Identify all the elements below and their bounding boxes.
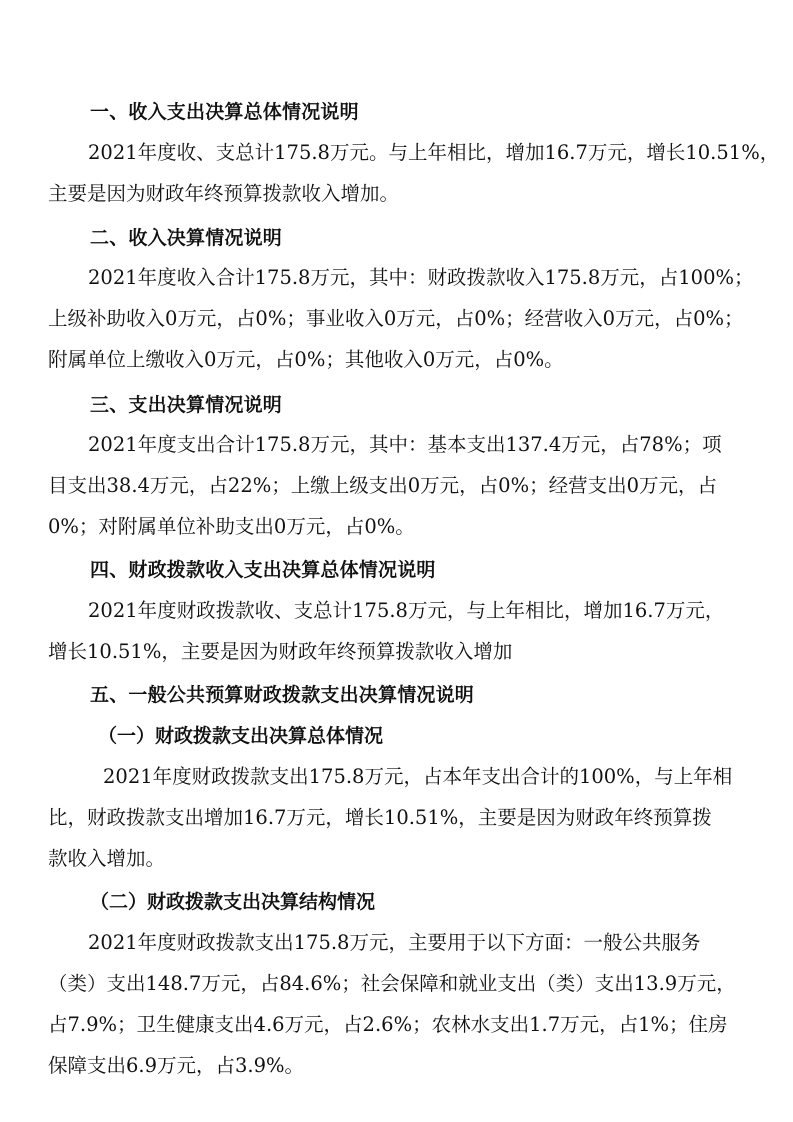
section-heading-4: 四、财政拨款收入支出决算总体情况说明 bbox=[90, 559, 436, 581]
paragraph-line: （类）支出148.7万元，占84.6%；社会保障和就业支出（类）支出13.9万元， bbox=[48, 972, 736, 995]
section-heading-5: 五、一般公共预算财政拨款支出决算情况说明 bbox=[90, 684, 475, 706]
paragraph-line: 2021年度财政拨款支出175.8万元，主要用于以下方面：一般公共服务 bbox=[88, 931, 701, 954]
paragraph-line: 比，财政拨款支出增加16.7万元，增长10.51%，主要是因为财政年终预算拨 bbox=[48, 806, 712, 829]
paragraph-line: 主要是因为财政年终预算拨款收入增加。 bbox=[48, 182, 400, 205]
paragraph-line: 附属单位上缴收入0万元，占0%；其他收入0万元，占0%。 bbox=[48, 348, 564, 371]
subsection-heading-2: （二）财政拨款支出决算结构情况 bbox=[90, 891, 376, 913]
paragraph-line: 款收入增加。 bbox=[48, 847, 166, 870]
paragraph-line: 2021年度支出合计175.8万元，其中：基本支出137.4万元，占78%；项 bbox=[88, 433, 722, 456]
section-paragraph-3 bbox=[48, 424, 748, 547]
section-heading-2: 二、收入决算情况说明 bbox=[90, 227, 283, 249]
paragraph-line: 2021年度收、支总计175.8万元。与上年相比，增加16.7万元，增长10.51%， bbox=[88, 141, 780, 164]
paragraph-line: 增长10.51%，主要是因为财政年终预算拨款收入增加 bbox=[48, 640, 513, 663]
subsection-paragraph-2 bbox=[48, 922, 748, 1086]
paragraph-line: 上级补助收入0万元，占0%；事业收入0万元，占0%；经营收入0万元，占0%； bbox=[48, 307, 744, 330]
subsection-paragraph-1 bbox=[48, 756, 748, 879]
section-heading-3: 三、支出决算情况说明 bbox=[90, 394, 283, 416]
paragraph-line: 目支出38.4万元，占22%；上缴上级支出0万元，占0%；经营支出0万元，占 bbox=[48, 474, 718, 497]
paragraph-line: 保障支出6.9万元，占3.9%。 bbox=[48, 1054, 305, 1077]
section-heading-1: 一、收入支出决算总体情况说明 bbox=[90, 101, 359, 123]
paragraph-line: 占7.9%；卫生健康支出4.6万元，占2.6%；农林水支出1.7万元，占1%；住房 bbox=[48, 1013, 728, 1036]
section-paragraph-4 bbox=[48, 590, 748, 672]
paragraph-line: 0%；对附属单位补助支出0万元，占0%。 bbox=[48, 515, 415, 538]
section-paragraph-1 bbox=[48, 132, 780, 214]
paragraph-line: 2021年度财政拨款收、支总计175.8万元，与上年相比，增加16.7万元， bbox=[88, 599, 725, 622]
paragraph-line: 2021年度财政拨款支出175.8万元，占本年支出合计的100%，与上年相 bbox=[103, 765, 733, 788]
subsection-heading-1: （一）财政拨款支出决算总体情况 bbox=[98, 725, 384, 747]
paragraph-line: 2021年度收入合计175.8万元，其中：财政拨款收入175.8万元，占100%； bbox=[88, 266, 754, 289]
section-paragraph-2 bbox=[48, 257, 754, 380]
